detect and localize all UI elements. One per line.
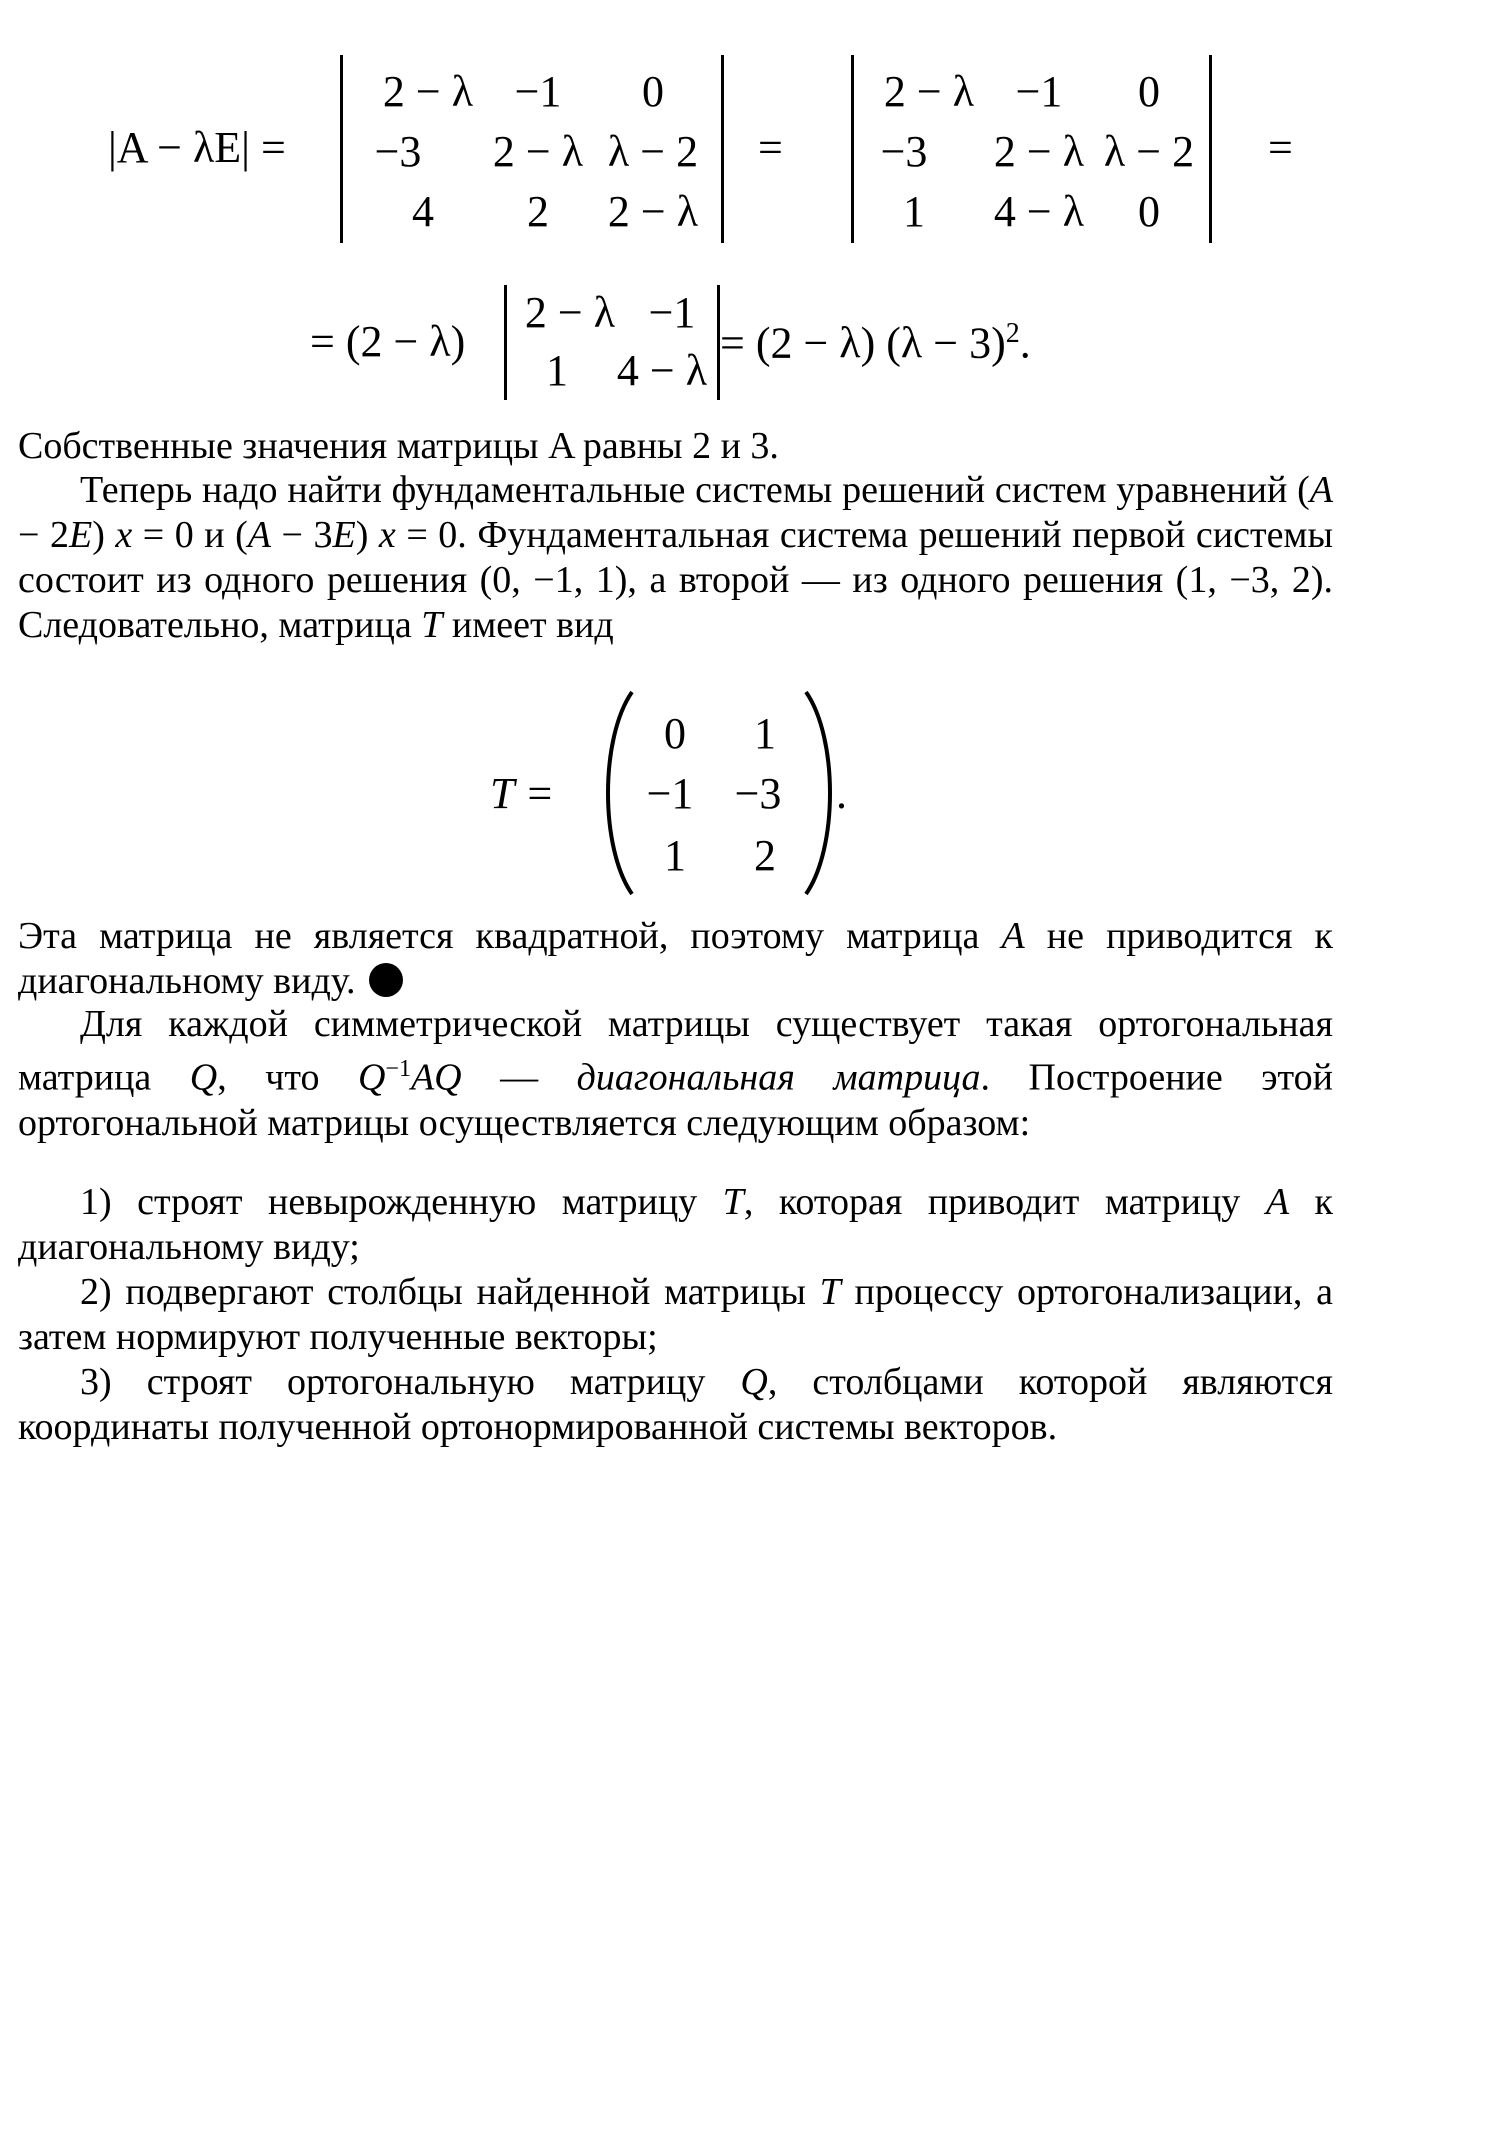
det1-cell: −1 [514, 67, 562, 116]
p4-text: . Построение этой ортогональной матрицы осуществляется следующим образом: [18, 1056, 1333, 1144]
equals-sign-2: = [1268, 123, 1293, 172]
p3-text: Эта матрица не является квадратной, поэтому матрица [18, 915, 1002, 957]
paragraph-symmetric-matrix [18, 1002, 1333, 1146]
p4-text: Для каждой симметрической матрицы существует такая ортогональная матрица [18, 1003, 1333, 1099]
item2-text: процессу ортогонализации, а затем нормируют полученные векторы; [18, 1271, 1334, 1358]
matrix-t-cell: 1 [664, 831, 686, 880]
formula2-suffix [720, 320, 1031, 366]
equals-sign-1: = [758, 123, 783, 172]
list-item-3 [18, 1360, 1333, 1450]
period: . [1019, 318, 1031, 368]
item1-text: к диагональному виду; [18, 1181, 1334, 1268]
determinant-3 [504, 285, 720, 400]
p1-text: Собственные значения матрицы A равны 2 и 3. [18, 425, 779, 467]
p4-var: Q [357, 1056, 386, 1099]
p4-var: AQ [410, 1056, 462, 1099]
p3-text: не приводится к диагональному виду. [18, 915, 1333, 1002]
p2-text: имеет вид [442, 604, 614, 646]
paragraph-not-square [18, 914, 1333, 1004]
p4-var: Q [189, 1056, 218, 1099]
suffix-text: = (2 − λ) (λ − 3) [720, 318, 1006, 368]
item1-var: A [1265, 1181, 1290, 1223]
p2-var: x [378, 514, 396, 556]
matrix-t-cell: 1 [754, 709, 776, 758]
p2-text: = 0. Фундаментальная система решений первой системы состоит из одного решения (0, −1, 1), а второй — из одного решения (1, −3, 2). Следовательно, матрица [18, 514, 1334, 646]
det1-cell: 2 [527, 187, 549, 236]
list-item-2 [18, 1270, 1333, 1360]
det2-cell: 2 − λ [883, 67, 975, 116]
item1-text: , которая приводит матрицу [743, 1181, 1266, 1223]
paragraph-fundamental-systems [18, 468, 1333, 648]
p3-var: A [1001, 915, 1025, 957]
det1-cell: λ − 2 [607, 127, 699, 176]
det2-cell: 0 [1138, 67, 1160, 116]
item2-var: T [819, 1271, 841, 1313]
p2-text: Теперь надо найти фундаментальные системы решений систем уравнений ( [80, 469, 1310, 511]
formula2-prefix: = (2 − λ) [310, 317, 466, 366]
determinant-2 [851, 55, 1212, 243]
matrix-t-cell: −3 [734, 769, 782, 818]
det3-cell: 1 [546, 346, 568, 395]
matrix-t-label [490, 769, 555, 818]
p2-var: E [332, 514, 356, 556]
p2-var: A [1309, 469, 1333, 511]
p2-text: ) [92, 514, 116, 556]
item3-text: 3) строят ортогональную матрицу [80, 1361, 741, 1403]
det3-cell: 4 − λ [616, 346, 708, 395]
item3-text: , столбцами которой являются координаты полученной ортонормированной системы векторов. [18, 1361, 1333, 1448]
lhs-text: |A − λE| = [108, 123, 286, 172]
matrix-t-cell: −1 [646, 769, 694, 818]
det1-cell: −3 [374, 127, 422, 176]
det1-cell: 0 [642, 67, 664, 116]
p2-var: x [115, 514, 133, 556]
p2-var: T [421, 604, 443, 646]
det1-cell: 4 [412, 187, 434, 236]
matrix-t-cell: 2 [754, 831, 776, 880]
det3-cell: 2 − λ [524, 288, 616, 337]
list-item-1 [18, 1180, 1333, 1270]
matrix-t-label-text: T = [490, 769, 555, 818]
det1-cell: 2 − λ [607, 187, 699, 236]
exponent: 2 [1005, 318, 1020, 349]
p2-text: ) [355, 514, 379, 556]
item1-var: T [722, 1181, 744, 1223]
p4-italic: диагональная матрица [576, 1056, 981, 1099]
det2-cell: −3 [880, 127, 928, 176]
p2-var: A [247, 514, 272, 556]
det2-cell: 1 [903, 187, 925, 236]
p2-text: − 3 [271, 514, 333, 556]
matrix-t-cell: 0 [664, 709, 686, 758]
determinant-1 [340, 55, 724, 243]
paragraph-eigenvalues [18, 424, 1333, 469]
det2-cell: 0 [1138, 187, 1160, 236]
det3-cell: −1 [648, 288, 696, 337]
det2-cell: 2 − λ [993, 127, 1085, 176]
formula-lhs [108, 123, 286, 172]
p2-text: = 0 и ( [132, 514, 248, 556]
item1-text: 1) строят невырожденную матрицу [80, 1181, 723, 1223]
det1-cell: 2 − λ [382, 67, 474, 116]
p2-var: E [68, 514, 93, 556]
end-of-example-mark [369, 963, 403, 997]
p4-text: — [461, 1056, 577, 1099]
item3-var: Q [740, 1361, 768, 1403]
matrix-t-period: . [836, 769, 847, 818]
item2-text: 2) подвергают столбцы найденной матрицы [80, 1271, 820, 1313]
det2-cell: −1 [1015, 67, 1063, 116]
p2-text: − 2 [18, 514, 69, 556]
det1-cell: 2 − λ [492, 127, 584, 176]
det2-cell: 4 − λ [993, 187, 1085, 236]
p4-text: , что [217, 1056, 358, 1099]
p4-sup: −1 [385, 1056, 411, 1082]
det2-cell: λ − 2 [1103, 127, 1195, 176]
